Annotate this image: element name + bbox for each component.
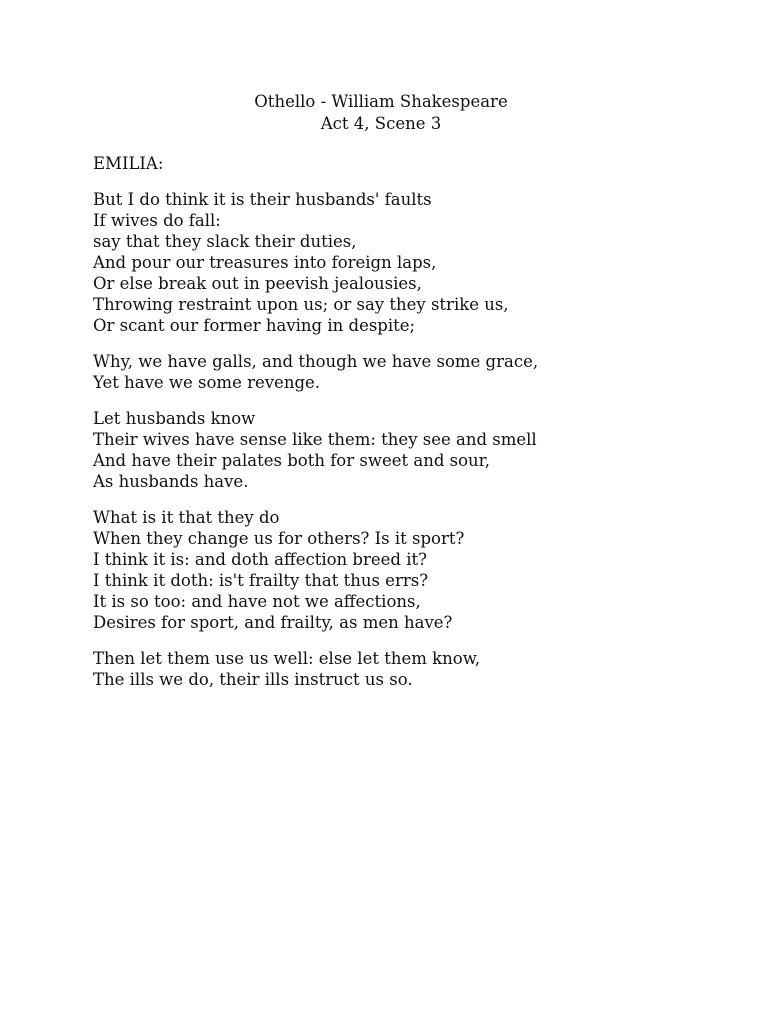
document-subtitle: Act 4, Scene 3 xyxy=(320,114,442,133)
poem-line: say that they slack their duties, xyxy=(93,232,357,251)
poem-line: If wives do fall: xyxy=(93,211,221,230)
poem-line: Then let them use us well: else let them know, xyxy=(93,649,481,668)
poem-line: As husbands have. xyxy=(93,472,249,491)
poem-line: But I do think it is their husbands' faults xyxy=(93,190,432,209)
poem-line: Yet have we some revenge. xyxy=(93,373,321,392)
stanza xyxy=(93,507,733,633)
poem-line: I think it doth: is't frailty that thus errs? xyxy=(93,571,429,590)
poem-line: It is so too: and have not we affections, xyxy=(93,592,421,611)
stanza xyxy=(93,351,733,393)
poem-line: Or scant our former having in despite; xyxy=(93,316,416,335)
poem-line: And have their palates both for sweet and sour, xyxy=(93,451,490,470)
poem-line: Why, we have galls, and though we have some grace, xyxy=(93,352,539,371)
stanza xyxy=(93,189,733,336)
poem-body xyxy=(93,153,733,705)
poem-line: Or else break out in peevish jealousies, xyxy=(93,274,422,293)
poem-line: When they change us for others? Is it sport? xyxy=(93,529,465,548)
poem-line: Desires for sport, and frailty, as men have? xyxy=(93,613,453,632)
stanza xyxy=(93,408,733,492)
poem-line: Throwing restraint upon us; or say they strike us, xyxy=(93,295,509,314)
poem-line: And pour our treasures into foreign laps, xyxy=(93,253,437,272)
poem-line: I think it is: and doth affection breed it? xyxy=(93,550,427,569)
poem-line: The ills we do, their ills instruct us so. xyxy=(93,670,413,689)
poem-line: Let husbands know xyxy=(93,409,256,428)
speaker-name: EMILIA: xyxy=(93,154,164,173)
poem-line: Their wives have sense like them: they see and smell xyxy=(93,430,537,449)
document-header xyxy=(0,91,762,135)
stanza xyxy=(93,648,733,690)
document-title: Othello - William Shakespeare xyxy=(254,92,508,111)
poem-line: What is it that they do xyxy=(93,508,280,527)
